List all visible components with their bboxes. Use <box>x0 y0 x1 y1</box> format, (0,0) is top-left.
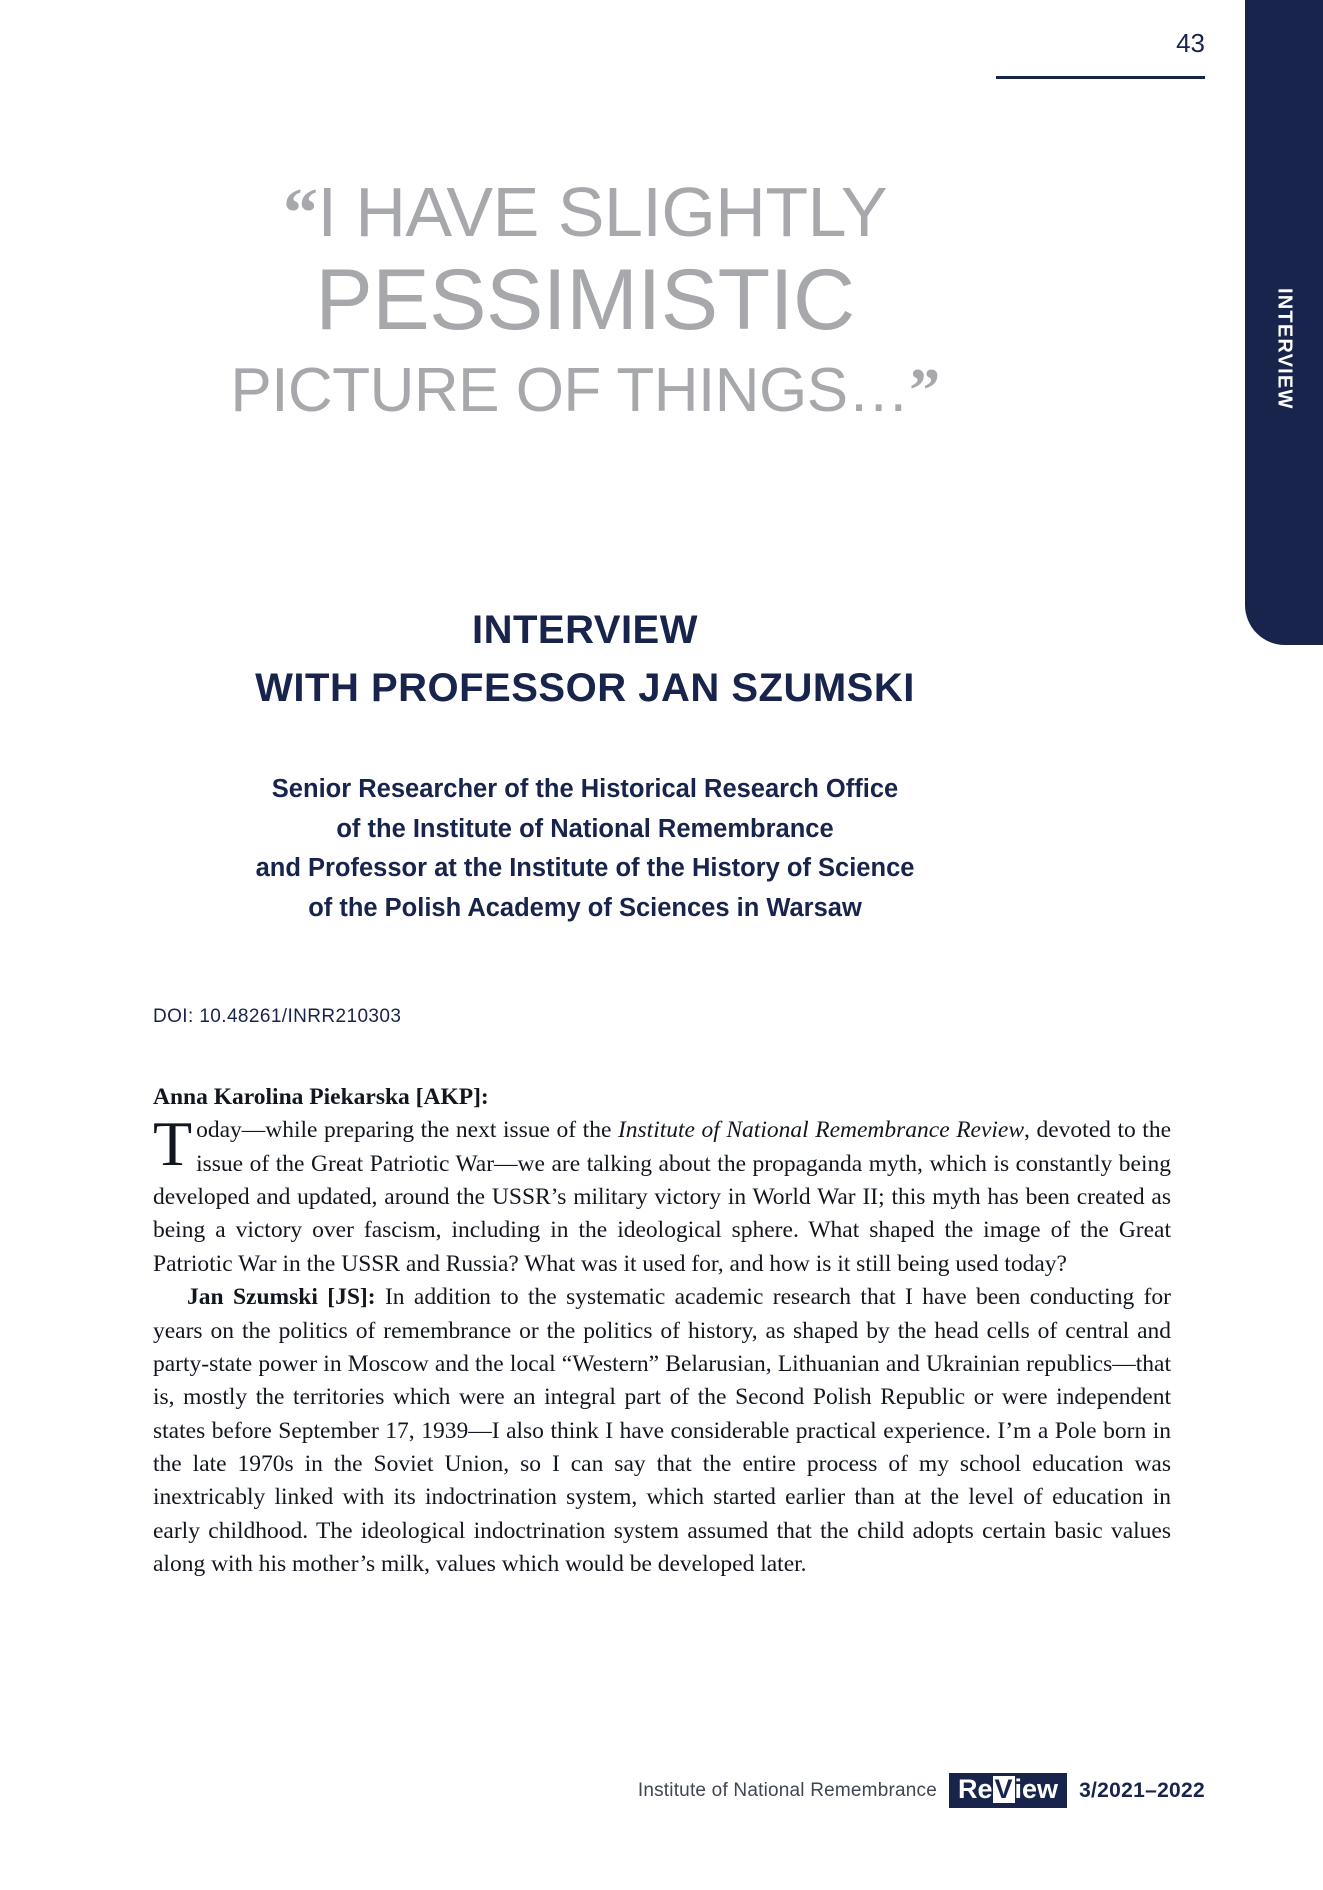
page-footer <box>638 1773 1205 1808</box>
open-quote-mark: “ <box>282 175 318 252</box>
review-logo <box>949 1773 1067 1808</box>
subtitle-line-4: of the Polish Academy of Sciences in Warsaw <box>308 893 862 922</box>
answer-paragraph <box>153 1281 1171 1581</box>
headline-line-3 <box>0 358 1170 425</box>
subtitle-line-3: and Professor at the Institute of the History of Science <box>255 854 915 883</box>
headline-line-2: PESSIMISTIC <box>315 252 855 349</box>
article-headline <box>0 175 1170 425</box>
question-text-a: oday—while preparing the next issue of the <box>196 1117 618 1144</box>
footer-publisher: Institute of National Remembrance <box>637 1779 937 1801</box>
section-tab-label: INTERVIEW <box>1273 287 1296 410</box>
footer-issue-number: 3/2021–2022 <box>1079 1778 1205 1802</box>
page-number-block <box>965 30 1205 79</box>
article-subtitle <box>0 770 1170 928</box>
headline-line-1 <box>0 175 1170 251</box>
question-text-b: , devoted to the issue of the Great Patriotic War—we are talking about the propaganda myth, which is constantly being developed and updated, around the USSR’s military victory in World War II; this myth has been created as being a victory over fascism, including in the ideological sphere. What shaped the image of the Great Patriotic War in the USSR and Russia? What was it used for, and how is it still being used today? <box>153 1117 1171 1277</box>
review-logo-v: V <box>994 1774 1013 1804</box>
publication-title: Institute of National Remembrance Review <box>617 1117 1025 1144</box>
article-body <box>153 1081 1171 1581</box>
drop-cap: T <box>153 1108 193 1180</box>
interviewer-label: Anna Karolina Piekarska [AKP]: <box>153 1084 489 1110</box>
doi-identifier: DOI: 10.48261/INRR210303 <box>153 1006 402 1027</box>
headline-line-1-text: I HAVE SLIGHTLY <box>317 173 888 251</box>
page-number-rule <box>996 76 1205 79</box>
interviewee-label: Jan Szumski [JS]: <box>187 1284 376 1311</box>
article-title <box>0 605 1170 713</box>
question-paragraph <box>153 1108 1171 1281</box>
article-title-line-2: WITH PROFESSOR JAN SZUMSKI <box>255 666 915 710</box>
review-logo-re: Re <box>958 1774 993 1804</box>
article-title-line-1: INTERVIEW <box>471 608 698 652</box>
subtitle-line-2: of the Institute of National Remembrance <box>336 814 834 843</box>
interviewer-name <box>153 1081 1171 1114</box>
page-number: 43 <box>1176 28 1205 58</box>
review-logo-iew: iew <box>1014 1774 1059 1804</box>
answer-text: In addition to the systematic academic research that I have been conducting for years on the politics of remembrance or the politics of history, as shaped by the head cells of central and party-state power in Moscow and the local “Western” Belarusian, Lithuanian and Ukrainian republics—that is, mostly the territories which were an integral part of the Second Polish Republic or were independent states before September 17, 1939—I also think I have considerable practical experience. I’m a Pole born in the late 1970s in the Soviet Union, so I can say that the entire process of my school education was inextricably linked with its indoctrination system, which started earlier than at the level of education in early childhood. The ideological indoctrination system assumed that the child adopts certain basic values along with his mother’s milk, values which would be developed later. <box>153 1284 1171 1578</box>
headline-line-3-text: PICTURE OF THINGS… <box>230 356 910 426</box>
subtitle-line-1: Senior Researcher of the Historical Research Office <box>271 775 899 803</box>
close-quote-mark: ” <box>909 357 940 426</box>
section-tab-label-wrap <box>1245 0 1323 645</box>
